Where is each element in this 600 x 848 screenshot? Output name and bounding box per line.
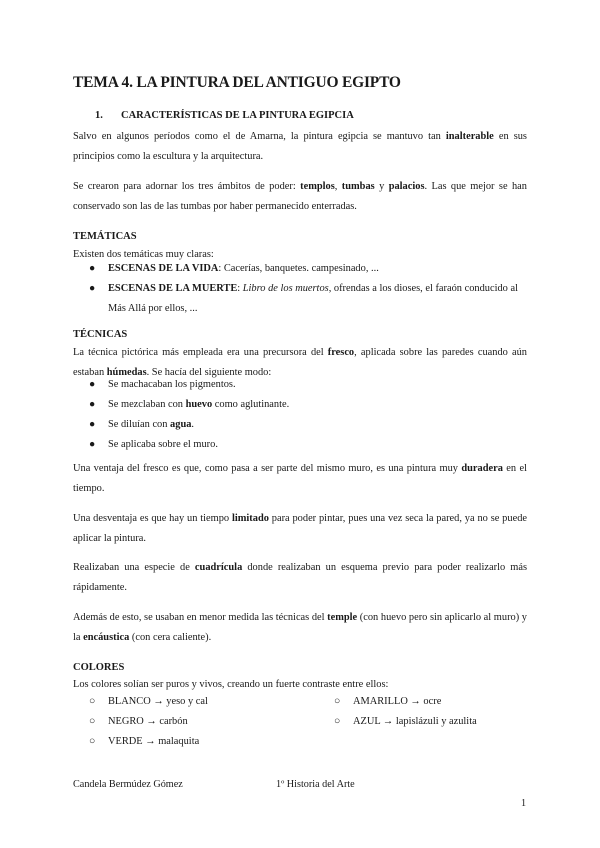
text: Se crearon para adornar los tres ámbitos de poder: [73, 181, 301, 192]
bold-term: fresco [327, 347, 355, 358]
bold-term: palacios [388, 181, 425, 192]
bullet-icon: ● [89, 283, 96, 294]
list-item [73, 732, 313, 752]
list-item [73, 375, 527, 395]
tematicas-heading: TEMÁTICAS [73, 231, 137, 242]
section-heading [95, 110, 354, 121]
text: VERDE → malaquita [108, 736, 200, 747]
text: BLANCO → yeso y cal [108, 696, 208, 707]
footer-course: 1º Historia del Arte [276, 779, 355, 790]
text: Se aplicaba sobre el muro. [108, 439, 218, 450]
colores-list-left [73, 692, 313, 752]
italic-title: Libro de los muertos [242, 283, 329, 294]
bold-term: agua [170, 419, 192, 430]
text: AZUL → lapislázuli y azulita [353, 716, 477, 727]
hollow-bullet-icon: ○ [334, 696, 341, 707]
text: , [334, 181, 342, 192]
text: para poder pintar, pues una vez seca la pared, ya no se puede aplicar la pintura. [73, 513, 527, 544]
bold-term: ESCENAS DE LA MUERTE [108, 283, 238, 294]
text: Se diluían con [108, 419, 171, 430]
text: NEGRO → carbón [108, 716, 188, 727]
list-item [73, 415, 527, 435]
hollow-bullet-icon: ○ [89, 716, 96, 727]
page-number: 1 [521, 798, 527, 809]
bold-term: inalterable [445, 131, 494, 142]
bold-term: templos [300, 181, 335, 192]
hollow-bullet-icon: ○ [89, 736, 96, 747]
bold-term: ESCENAS DE LA VIDA [108, 263, 219, 274]
paragraph-cuadricula [73, 558, 527, 598]
text: (con cera caliente). [129, 632, 212, 643]
list-item [73, 279, 527, 319]
paragraph-ventaja [73, 459, 527, 499]
colores-heading: COLORES [73, 662, 125, 673]
hollow-bullet-icon: ○ [334, 716, 341, 727]
paragraph-ambitos [73, 177, 527, 217]
list-item [318, 712, 528, 732]
bold-term: huevo [185, 399, 213, 410]
bullet-icon: ● [89, 379, 96, 390]
text: como aglutinante. [212, 399, 290, 410]
bullet-icon: ● [89, 439, 96, 450]
bold-term: cuadrícula [194, 562, 243, 573]
page-title: TEMA 4. LA PINTURA DEL ANTIGUO EGIPTO [73, 74, 401, 91]
paragraph-temple [73, 608, 527, 648]
list-item [73, 692, 313, 712]
text: en sus principios como la escultura y la arquitectura. [73, 131, 527, 162]
tematicas-intro: Existen dos temáticas muy claras: [73, 249, 214, 260]
bold-term: tumbas [341, 181, 375, 192]
text: Se mezclaban con [108, 399, 186, 410]
text: en el tiempo. [73, 463, 527, 494]
hollow-bullet-icon: ○ [89, 696, 96, 707]
text: Salvo en algunos períodos como el de Amarna, la pintura egipcia se mantuvo tan [73, 131, 446, 142]
text: . Se hacía del siguiente modo: [146, 367, 272, 378]
text: AMARILLO → ocre [353, 696, 442, 707]
text: Realizaban una especie de [73, 562, 195, 573]
section-number: 1. [95, 110, 103, 121]
bold-term: limitado [231, 513, 269, 524]
text: Además de esto, se usaban en menor medida las técnicas del [73, 612, 328, 623]
text: , aplicada sobre las paredes cuando aún estaban [73, 347, 527, 378]
bold-term: encáustica [83, 632, 130, 643]
text: : Cacerías, banquetes. campesinado, ... [218, 263, 379, 274]
bullet-icon: ● [89, 399, 96, 410]
text: (con huevo pero sin aplicarlo al muro) y la [73, 612, 528, 643]
colores-intro: Los colores solían ser puros y vivos, creando un fuerte contraste entre ellos: [73, 679, 389, 690]
list-item [318, 692, 528, 712]
list-item [73, 435, 527, 455]
bullet-icon: ● [89, 263, 96, 274]
text: La técnica pictórica más empleada era una precursora del [73, 347, 328, 358]
tecnicas-steps-list [73, 375, 527, 455]
text: Se machacaban los pigmentos. [108, 379, 236, 390]
text: Una ventaja del fresco es que, como pasa a ser parte del mismo muro, es una pintura muy [73, 463, 462, 474]
bold-term: temple [327, 612, 358, 623]
text: , ofrendas a los dioses, el faraón conducido al Más Allá por ellos, ... [108, 283, 518, 314]
tecnicas-heading: TÉCNICAS [73, 329, 128, 340]
bold-term: húmedas [106, 367, 147, 378]
text: . [191, 419, 195, 430]
text: . Las que mejor se han conservado son las de las tumbas por haber permanecido enterradas. [73, 181, 527, 212]
text: Una desventaja es que hay un tiempo [73, 513, 232, 524]
bold-term: duradera [461, 463, 503, 474]
colores-list-right [318, 692, 528, 732]
text: : [237, 283, 243, 294]
section-title: CARACTERÍSTICAS DE LA PINTURA EGIPCIA [121, 110, 354, 121]
text: y [374, 181, 389, 192]
list-item [73, 259, 527, 279]
tematicas-list [73, 259, 527, 319]
footer-author: Candela Bermúdez Gómez [73, 779, 183, 790]
paragraph-desventaja [73, 509, 527, 549]
paragraph-inalterable [73, 127, 527, 167]
bullet-icon: ● [89, 419, 96, 430]
text: donde realizaban un esquema previo para poder realizarlo más rápidamente. [73, 562, 527, 593]
list-item [73, 712, 313, 732]
list-item [73, 395, 527, 415]
